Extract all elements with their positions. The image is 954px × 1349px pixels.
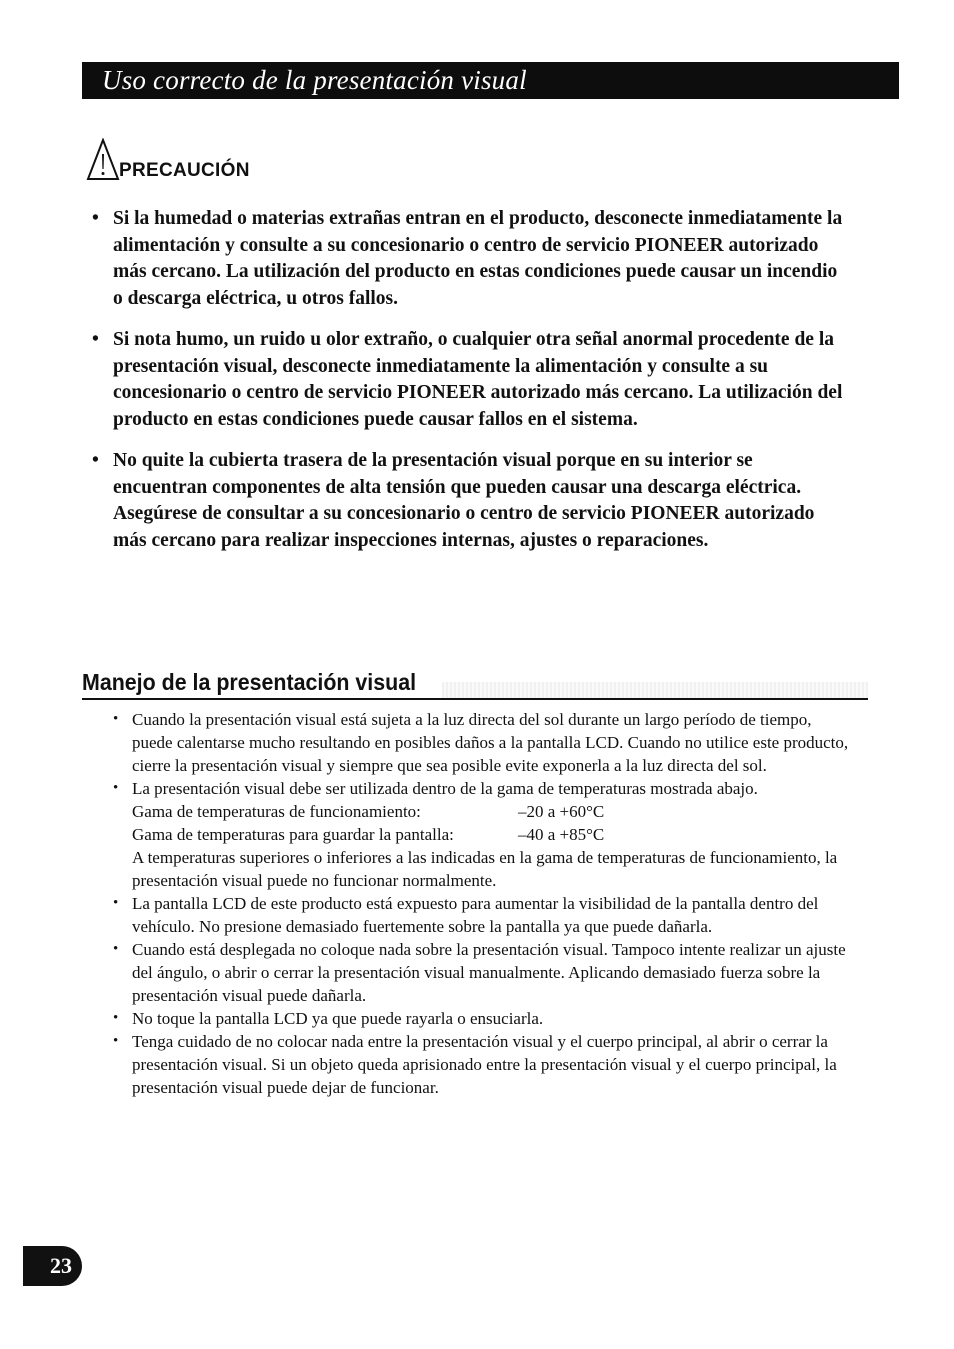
warning-triangle-icon	[86, 138, 120, 182]
handling-item: • No toque la pantalla LCD ya que puede rayarla o ensuciarla.	[113, 1007, 853, 1030]
caution-label: PRECAUCIÓN	[119, 160, 250, 181]
temperature-value: –40 a +85°C	[518, 825, 605, 844]
page-title-bar	[82, 62, 899, 99]
handling-item-text: • La presentación visual debe ser utilizada dentro de la gama de temperaturas mostrada abajo.	[132, 779, 758, 798]
section-title: Manejo de la presentación visual	[82, 669, 417, 695]
section-heading-shading	[442, 682, 868, 698]
temperature-label: Gama de temperaturas de funcionamiento:	[132, 802, 421, 821]
handling-list	[113, 708, 853, 1099]
handling-item-temperatures	[113, 777, 853, 892]
handling-item-note: A temperaturas superiores o inferiores a las indicadas en la gama de temperaturas de funcionamiento, la presentación visual puede no funcionar normalmente.	[132, 848, 838, 890]
handling-item: • Cuando la presentación visual está sujeta a la luz directa del sol durante un largo período de tiempo, puede calentarse mucho resultando en posibles daños a la pantalla LCD. Cuando no utilice este producto, cierre la presentación visual y siempre que sea posible evite exponerla a la luz directa del sol.	[113, 708, 853, 777]
page-number-tab	[23, 1246, 82, 1286]
temperature-value: –20 a +60°C	[518, 802, 605, 821]
caution-item: • Si la humedad o materias extrañas entran en el producto, desconecte inmediatamente la alimentación y consulte a su concesionario o centro de servicio PIONEER autorizado más cercano. La utilización del producto en estas condiciones puede causar un incendio o descarga eléctrica, u otros fallos.	[86, 206, 846, 312]
temperature-label: Gama de temperaturas para guardar la pantalla:	[132, 825, 454, 844]
page-number: 23	[50, 1253, 72, 1278]
handling-item: • Cuando está desplegada no coloque nada sobre la presentación visual. Tampoco intente realizar un ajuste del ángulo, o abrir o cerrar la presentación visual manualmente. Aplicando demasiado fuerza sobre la presentación visual puede dañarla.	[113, 938, 853, 1007]
temperature-row-storage	[132, 823, 853, 846]
section-rule	[82, 698, 868, 700]
page-title: Uso correcto de la presentación visual	[102, 65, 527, 95]
caution-item: • No quite la cubierta trasera de la presentación visual porque en su interior se encuentran componentes de alta tensión que pueden causar una descarga eléctrica. Asegúrese de consultar a su concesionario o centro de servicio PIONEER autorizado más cercano para realizar inspecciones internas, ajustes o reparaciones.	[86, 448, 846, 554]
temperature-row-operating	[132, 800, 853, 823]
section-heading	[82, 666, 868, 700]
caution-list	[86, 206, 846, 569]
handling-item: • La pantalla LCD de este producto está expuesto para aumentar la visibilidad de la pantalla dentro del vehículo. No presione demasiado fuertemente sobre la pantalla ya que puede dañarla.	[113, 892, 853, 938]
handling-item: • Tenga cuidado de no colocar nada entre la presentación visual y el cuerpo principal, al abrir o cerrar la presentación visual. Si un objeto queda aprisionado entre la presentación visual y el cuerpo principal, la presentación visual puede dejar de funcionar.	[113, 1030, 853, 1099]
caution-item: • Si nota humo, un ruido u olor extraño, o cualquier otra señal anormal procedente de la presentación visual, desconecte inmediatamente la alimentación y consulte a su concesionario o centro de servicio PIONEER autorizado más cercano. La utilización del producto en estas condiciones puede causar fallos en el sistema.	[86, 327, 846, 433]
